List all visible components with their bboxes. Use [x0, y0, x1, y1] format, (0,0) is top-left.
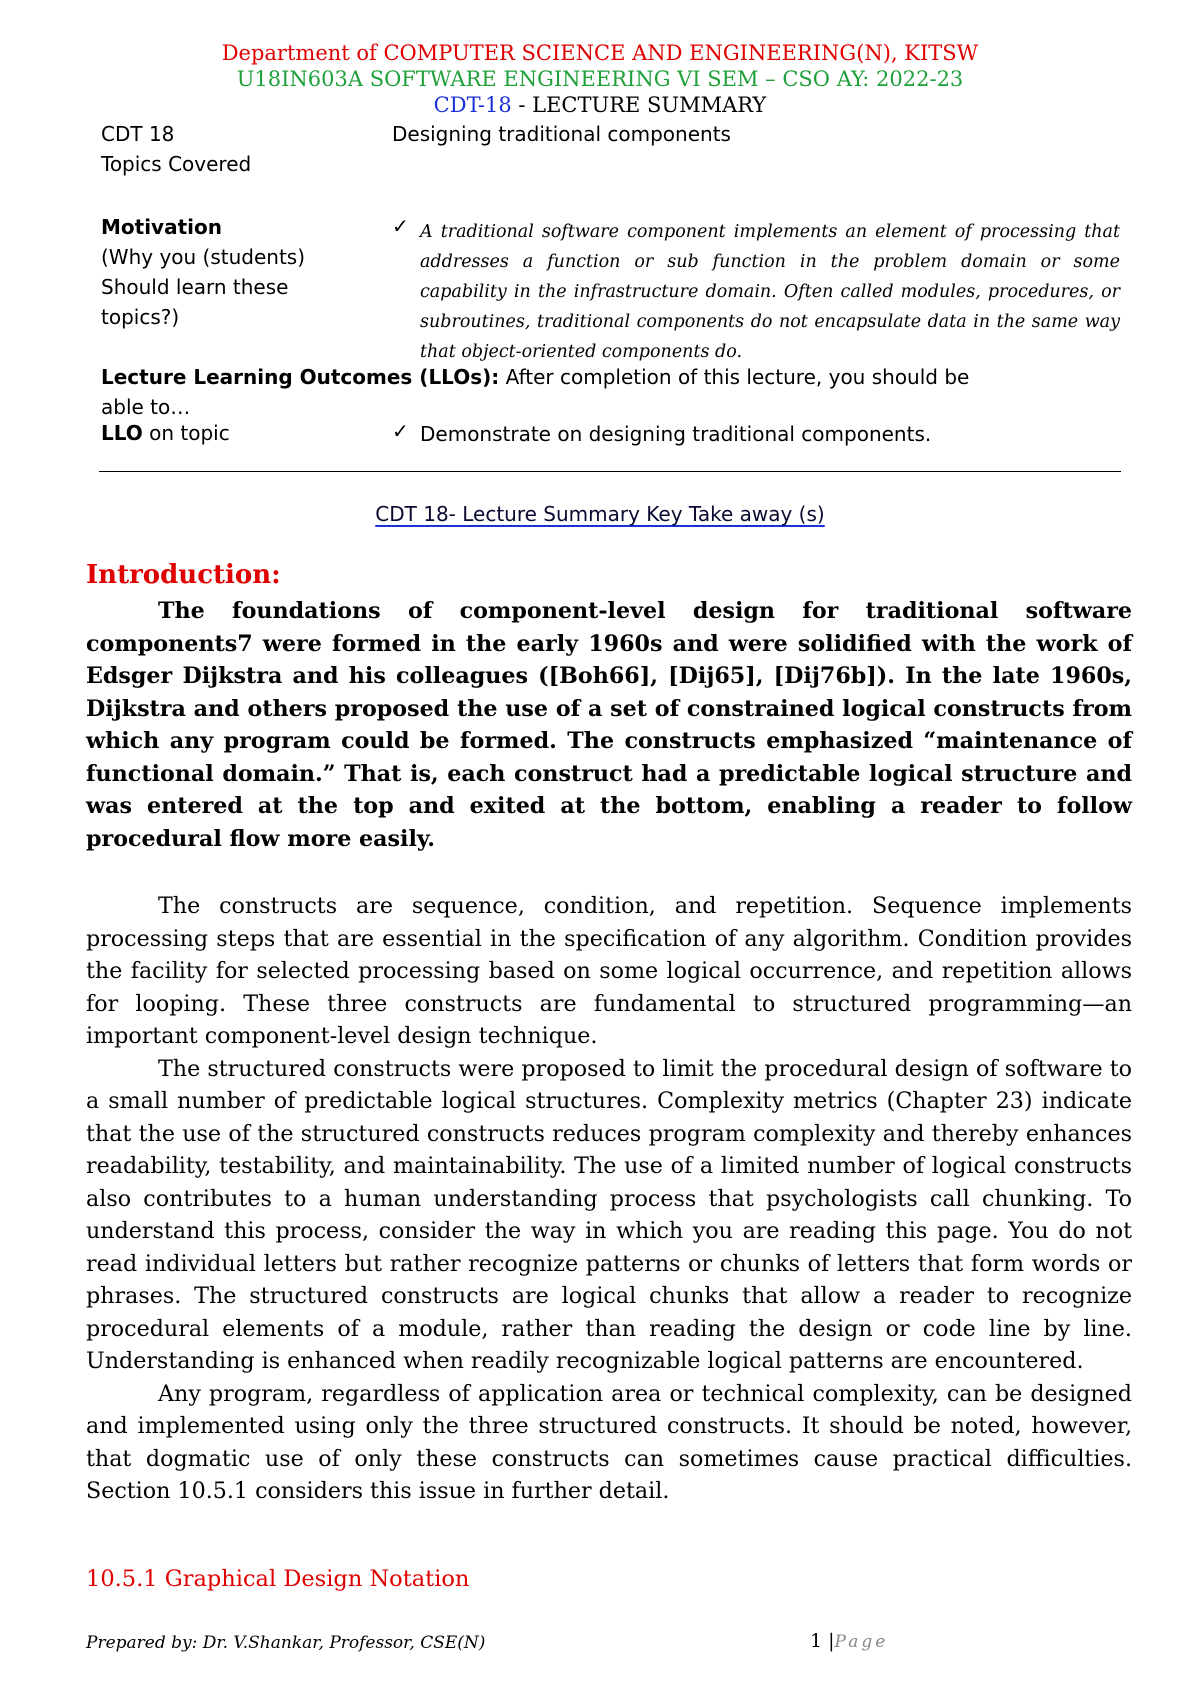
key-takeaway-text: CDT 18- Lecture Summary Key Take away (s) — [375, 502, 825, 526]
motivation-sub-2: Should learn these — [101, 275, 289, 299]
llo-text: Demonstrate on designing traditional components. — [420, 422, 932, 446]
page-separator: | — [822, 1630, 835, 1652]
page-indicator — [810, 1630, 888, 1652]
course-title: U18IN603A SOFTWARE ENGINEERING VI SEM – CSO AY: 2022-23 — [236, 67, 964, 91]
llo-heading: Lecture Learning Outcomes (LLOs): — [101, 365, 500, 389]
page-word: Page — [834, 1632, 889, 1652]
topic-value: Designing traditional components — [392, 122, 731, 146]
motivation-sub-3: topics?) — [101, 305, 180, 329]
paragraph-1: The foundations of component-level design for traditional software components7 were formed in the early 1960s and were solidified with the work of Edsger Dijkstra and his colleagues ([Boh66], [Dij65], [Dij76b]). In the late 1960s, Dijkstra and others proposed the use of a set of constrained logical constructs from which any program could be formed. The constructs emphasized “maintenance of functional domain.” That is, each construct had a predictable logical structure and was entered at the top and exited at the bottom, enabling a reader to follow procedural flow more easily. — [86, 598, 1132, 852]
divider-line — [99, 471, 1121, 472]
llo-topic-label — [101, 418, 230, 448]
introduction-heading: Introduction: — [86, 560, 281, 590]
body-paragraphs — [86, 890, 1132, 1508]
page-number: 1 — [810, 1630, 823, 1652]
key-takeaway-title — [0, 502, 1200, 526]
prepared-by: Prepared by: Dr. V.Shankar, Professor, CSE(N) — [86, 1633, 486, 1653]
department-title: Department of COMPUTER SCIENCE AND ENGINEERING(N), KITSW — [221, 41, 979, 65]
topics-covered-label: Topics Covered — [101, 152, 252, 176]
paragraph-3: The structured constructs were proposed to limit the procedural design of software to a small number of predictable logical structures. Complexity metrics (Chapter 23) indicate that the use of the structured constructs reduces program complexity and thereby enhances readability, testability, and maintainability. The use of a limited number of logical constructs also contributes to a human understanding process that psychologists call chunking. To understand this process, consider the way in which you are reading this page. You do not read individual letters but rather recognize patterns or chunks of letters that form words or phrases. The structured constructs are logical chunks that allow a reader to recognize procedural elements of a module, rather than reading the design or code line by line. Understanding is enhanced when readily recognizable logical patterns are encountered. — [86, 1055, 1132, 1374]
llo-label: LLO — [101, 421, 143, 445]
llo-able-to: able to… — [101, 395, 191, 419]
check-icon: ✓ — [392, 214, 409, 238]
motivation-text: A traditional software component implements an element of processing that addresses a function or sub function in the problem domain or some capability in the infrastructure domain. Often called modules, procedures, or subroutines, traditional components do not encapsulate data in the same way that object-oriented components do. — [420, 222, 1120, 362]
check-icon: ✓ — [392, 419, 409, 443]
intro-bold-paragraph-block — [86, 595, 1132, 855]
cdt-code: CDT-18 — [433, 93, 512, 117]
paragraph-2: The constructs are sequence, condition, and repetition. Sequence implements processing steps that are essential in the specification of any algorithm. Condition provides the facility for selected processing based on some logical occurrence, and repetition allows for looping. These three constructs are fundamental to structured programming—an important component-level design technique. — [86, 893, 1132, 1049]
cdt-label: CDT 18 — [101, 122, 175, 146]
llo-after-text: After completion of this lecture, you should be — [499, 365, 970, 389]
motivation-label: Motivation — [101, 215, 222, 239]
motivation-sub-1: (Why you (students) — [101, 245, 306, 269]
lecture-summary-title — [0, 92, 1200, 118]
section-heading: 10.5.1 Graphical Design Notation — [86, 1566, 470, 1592]
paragraph-4: Any program, regardless of application area or technical complexity, can be designed and implemented using only the three structured constructs. It should be noted, however, that dogmatic use of only these constructs can sometimes cause practical difficulties. Section 10.5.1 considers this issue in further detail. — [86, 1380, 1132, 1504]
lecture-summary-label: - LECTURE SUMMARY — [511, 93, 767, 117]
llo-heading-line — [101, 362, 1121, 392]
llo-label-rest: on topic — [142, 421, 230, 445]
